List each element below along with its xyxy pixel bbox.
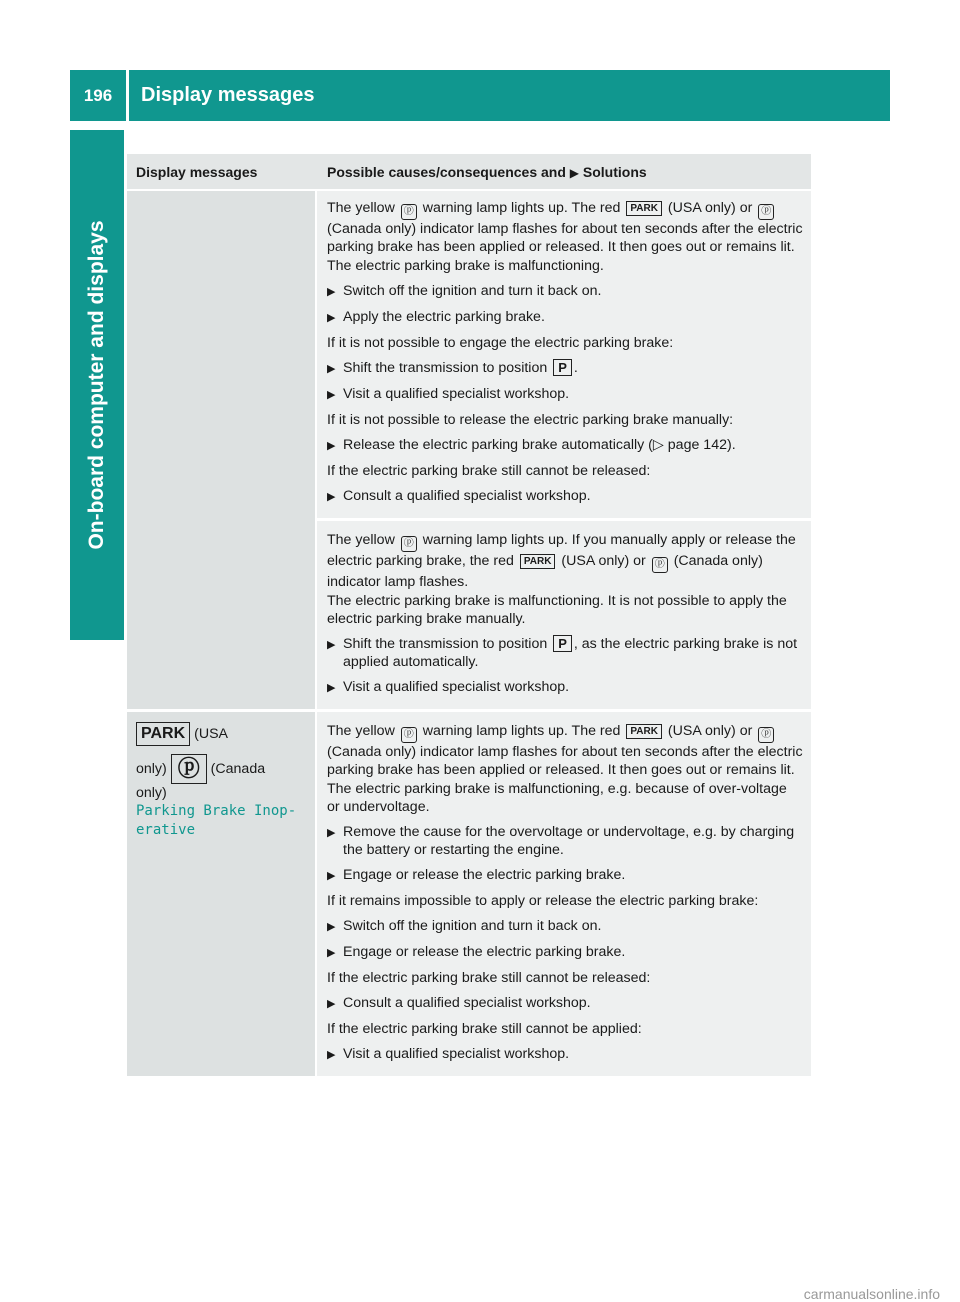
arrow-icon: ▶ [327, 921, 336, 933]
page-ref-icon: ▷ [652, 437, 664, 453]
arrow-icon: ▶ [569, 166, 580, 180]
table-row [127, 191, 811, 521]
parking-brake-indicator-icon: ⓟ [171, 754, 207, 784]
col2-header-post: Solutions [582, 164, 647, 180]
side-tab-label: On-board computer and displays [85, 220, 108, 550]
table-header-row [127, 154, 811, 191]
parking-brake-warning-icon: ⓟ [401, 727, 417, 743]
park-position-icon: P [553, 359, 572, 376]
arrow-icon: ▶ [327, 870, 336, 882]
park-icon: PARK [626, 724, 662, 739]
park-icon: PARK [520, 554, 556, 569]
row1-message-cell [127, 191, 317, 712]
arrow-icon: ▶ [327, 827, 336, 839]
arrow-icon: ▶ [327, 363, 336, 375]
page-number: 196 [83, 85, 113, 105]
step-item: ▶ Visit a qualified specialist workshop. [327, 386, 570, 402]
display-message-text: Parking Brake Inop‐ [136, 803, 297, 819]
header-divider [126, 70, 129, 121]
step-item: ▶ Apply the electric parking brake. [327, 309, 545, 325]
step-item: ▶ Shift the transmission to position P , as the electric parking brake is not applied automatically. [327, 636, 798, 670]
parking-brake-indicator-icon: ⓟ [758, 727, 774, 743]
row3-solutions-cell [317, 712, 811, 1079]
parking-brake-indicator-icon: ⓟ [652, 557, 668, 573]
paragraph: The electric parking brake is malfunctioning, e.g. because of over-voltage or undervoltage. [327, 781, 787, 815]
arrow-icon: ▶ [327, 312, 336, 324]
paragraph: The yellow ⓟ warning lamp lights up. If you manually apply or release the electric parking brake, the red PARK (USA only) or ⓟ (Canada only) indicator lamp flashes. [327, 532, 796, 590]
arrow-icon: ▶ [327, 286, 336, 298]
paragraph: If it is not possible to engage the electric parking brake: [327, 335, 674, 351]
paragraph: If it remains impossible to apply or release the electric parking brake: [327, 893, 759, 909]
parking-brake-indicator-icon: ⓟ [758, 204, 774, 220]
step-item: ▶ Engage or release the electric parking brake. [327, 944, 626, 960]
paragraph: The electric parking brake is malfunctioning. [327, 258, 604, 274]
arrow-icon: ▶ [327, 1049, 336, 1061]
watermark: carmanualsonline.info [803, 1286, 940, 1302]
step-item: ▶ Visit a qualified specialist workshop. [327, 1046, 570, 1062]
park-icon: PARK [136, 722, 190, 746]
arrow-icon: ▶ [327, 639, 336, 651]
step-item: ▶ Switch off the ignition and turn it back on. [327, 283, 602, 299]
arrow-icon: ▶ [327, 440, 336, 452]
row3-message-cell: PARK (USA only) ⓟ (Canada only) Parking Brake Inop‐ erative [127, 712, 317, 1079]
step-item: ▶ Engage or release the electric parking brake. [327, 867, 626, 883]
parking-brake-warning-icon: ⓟ [401, 204, 417, 220]
step-item: ▶ Consult a qualified specialist workshop. [327, 995, 591, 1011]
step-item: ▶ Shift the transmission to position P . [327, 360, 578, 376]
arrow-icon: ▶ [327, 998, 336, 1010]
arrow-icon: ▶ [327, 682, 336, 694]
col1-header: Display messages [127, 154, 317, 191]
paragraph: If the electric parking brake still cannot be released: [327, 463, 651, 479]
paragraph: The electric parking brake is malfunctioning. It is not possible to apply the electric parking brake manually. [327, 593, 787, 627]
table-row [127, 712, 811, 1079]
arrow-icon: ▶ [327, 491, 336, 503]
paragraph: The yellow ⓟ warning lamp lights up. The red PARK (USA only) or ⓟ (Canada only) indicator lamp flashes for about ten seconds after the electric parking brake has been applied or released. It then goes out or remains lit. [327, 200, 803, 255]
display-message-text: erative [136, 822, 196, 838]
step-item: ▶ Switch off the ignition and turn it back on. [327, 918, 602, 934]
arrow-icon: ▶ [327, 389, 336, 401]
park-position-icon: P [553, 635, 572, 652]
step-item: ▶ Consult a qualified specialist workshop. [327, 488, 591, 504]
paragraph: If the electric parking brake still cannot be released: [327, 970, 651, 986]
col2-header-pre: Possible causes/consequences and [327, 164, 566, 180]
col2-header [317, 154, 811, 191]
park-icon: PARK [626, 201, 662, 216]
step-item: ▶ Release the electric parking brake automatically (▷ page 142). [327, 437, 736, 453]
page-title: Display messages [141, 84, 315, 106]
paragraph: The yellow ⓟ warning lamp lights up. The red PARK (USA only) or ⓟ (Canada only) indicator lamp flashes for about ten seconds after the electric parking brake has been applied or released. It then goes out or remains lit. [327, 723, 803, 778]
messages-table [127, 154, 811, 1079]
step-item: ▶ Remove the cause for the overvoltage or undervoltage, e.g. by charging the battery or restarting the engine. [327, 824, 795, 858]
step-item: ▶ Visit a qualified specialist workshop. [327, 679, 570, 695]
paragraph: If the electric parking brake still cannot be applied: [327, 1021, 642, 1037]
page-reference-link[interactable]: page 142 [667, 437, 727, 453]
row1-solutions-cell [317, 191, 811, 521]
parking-brake-warning-icon: ⓟ [401, 536, 417, 552]
arrow-icon: ▶ [327, 947, 336, 959]
row2-solutions-cell [317, 521, 811, 712]
paragraph: If it is not possible to release the electric parking brake manually: [327, 412, 734, 428]
